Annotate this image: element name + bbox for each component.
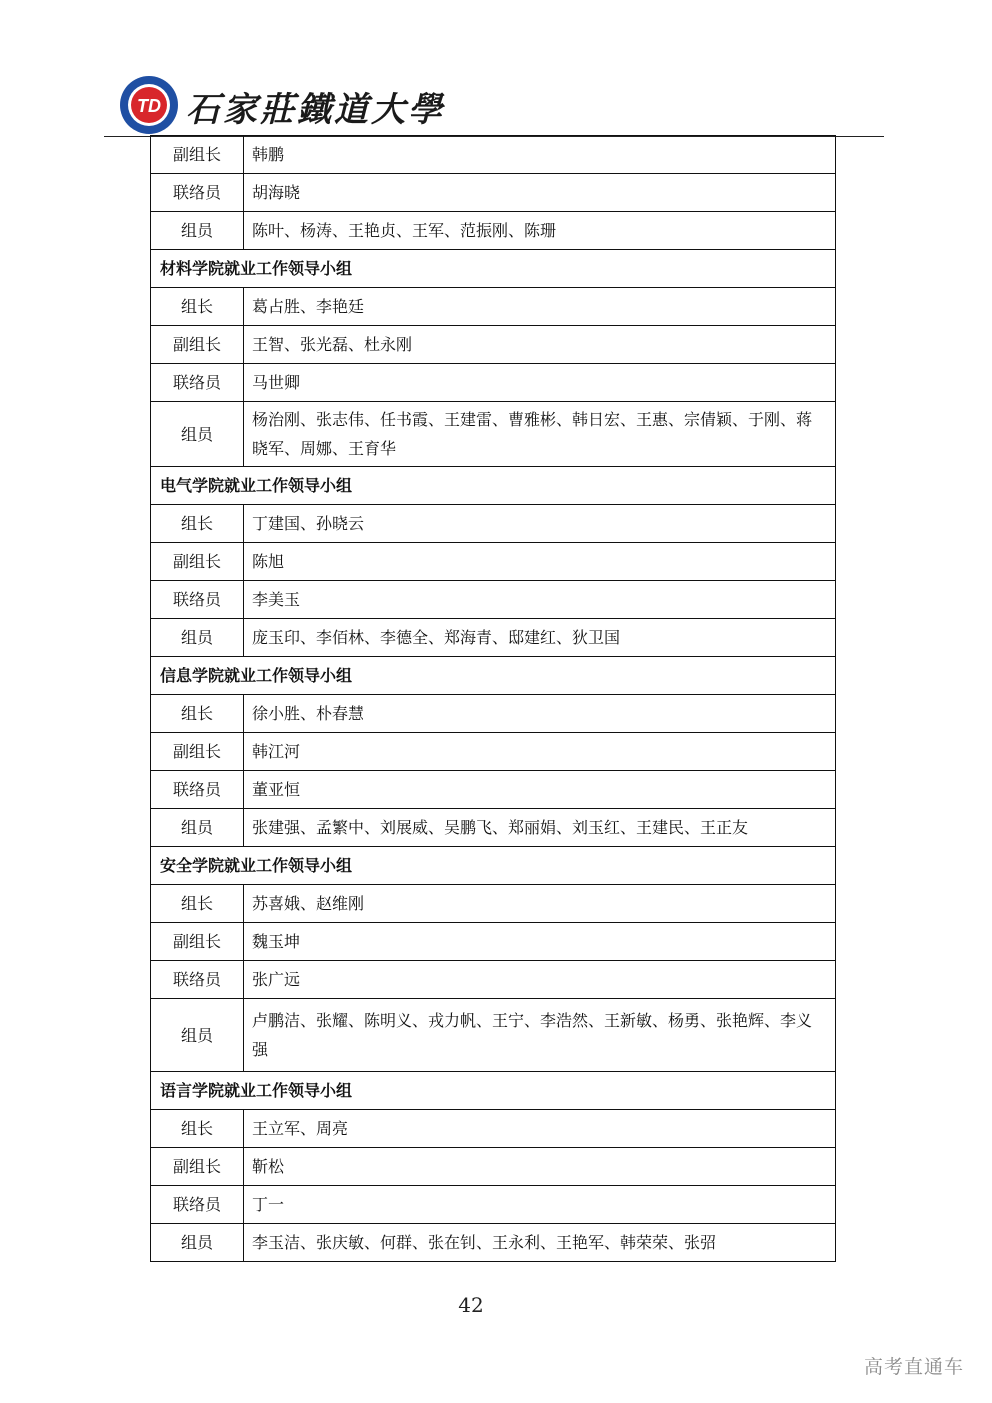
members-cell: 李美玉 xyxy=(244,581,836,619)
table-row xyxy=(151,695,836,733)
role-cell: 联络员 xyxy=(151,961,244,999)
table-row xyxy=(151,212,836,250)
role-cell: 联络员 xyxy=(151,364,244,402)
table-row xyxy=(151,809,836,847)
members-cell: 杨治刚、张志伟、任书霞、王建雷、曹雅彬、韩日宏、王惠、宗倩颖、于刚、蒋晓军、周娜、王育华 xyxy=(244,402,836,467)
role-cell: 联络员 xyxy=(151,1186,244,1224)
members-cell: 葛占胜、李艳廷 xyxy=(244,288,836,326)
role-cell: 联络员 xyxy=(151,771,244,809)
members-cell: 庞玉印、李佰林、李德全、郑海青、邸建红、狄卫国 xyxy=(244,619,836,657)
table-row xyxy=(151,923,836,961)
members-cell: 胡海晓 xyxy=(244,174,836,212)
role-cell: 副组长 xyxy=(151,923,244,961)
members-cell: 韩江河 xyxy=(244,733,836,771)
table-row xyxy=(151,581,836,619)
role-cell: 组员 xyxy=(151,212,244,250)
table-row xyxy=(151,505,836,543)
members-cell: 徐小胜、朴春慧 xyxy=(244,695,836,733)
role-cell: 副组长 xyxy=(151,1148,244,1186)
members-cell: 卢鹏洁、张耀、陈明义、戎力帆、王宁、李浩然、王新敏、杨勇、张艳辉、李义强 xyxy=(244,999,836,1072)
table-row xyxy=(151,174,836,212)
members-cell: 张建强、孟繁中、刘展威、吴鹏飞、郑丽娟、刘玉红、王建民、王正友 xyxy=(244,809,836,847)
members-cell: 陈旭 xyxy=(244,543,836,581)
section-title: 语言学院就业工作领导小组 xyxy=(151,1072,836,1110)
section-header-row xyxy=(151,847,836,885)
members-cell: 靳松 xyxy=(244,1148,836,1186)
table-row xyxy=(151,1148,836,1186)
table-row xyxy=(151,961,836,999)
committee-table xyxy=(150,135,836,1262)
members-cell: 丁建国、孙晓云 xyxy=(244,505,836,543)
table-row xyxy=(151,619,836,657)
table-row xyxy=(151,733,836,771)
section-header-row xyxy=(151,250,836,288)
members-cell: 韩鹏 xyxy=(244,136,836,174)
role-cell: 组员 xyxy=(151,809,244,847)
table-row xyxy=(151,288,836,326)
members-cell: 张广远 xyxy=(244,961,836,999)
role-cell: 副组长 xyxy=(151,136,244,174)
table-row xyxy=(151,326,836,364)
role-cell: 副组长 xyxy=(151,543,244,581)
members-cell: 马世卿 xyxy=(244,364,836,402)
section-title: 电气学院就业工作领导小组 xyxy=(151,467,836,505)
members-cell: 王智、张光磊、杜永刚 xyxy=(244,326,836,364)
table-row xyxy=(151,364,836,402)
section-title: 信息学院就业工作领导小组 xyxy=(151,657,836,695)
university-name: 石家莊鐵道大學 xyxy=(186,90,445,130)
role-cell: 组长 xyxy=(151,1110,244,1148)
role-cell: 组长 xyxy=(151,885,244,923)
table-row xyxy=(151,543,836,581)
members-cell: 董亚恒 xyxy=(244,771,836,809)
role-cell: 副组长 xyxy=(151,733,244,771)
members-cell: 苏喜娥、赵维刚 xyxy=(244,885,836,923)
role-cell: 组长 xyxy=(151,695,244,733)
table-row xyxy=(151,771,836,809)
table-row xyxy=(151,402,836,467)
role-cell: 副组长 xyxy=(151,326,244,364)
role-cell: 联络员 xyxy=(151,581,244,619)
table-row xyxy=(151,1224,836,1262)
page-number: 42 xyxy=(458,1293,484,1317)
page-header xyxy=(104,70,884,137)
role-cell: 组员 xyxy=(151,619,244,657)
table-row xyxy=(151,136,836,174)
section-header-row xyxy=(151,657,836,695)
members-cell: 魏玉坤 xyxy=(244,923,836,961)
section-header-row xyxy=(151,467,836,505)
role-cell: 组员 xyxy=(151,1224,244,1262)
table-row xyxy=(151,1110,836,1148)
university-logo xyxy=(118,74,180,136)
section-title: 安全学院就业工作领导小组 xyxy=(151,847,836,885)
role-cell: 组员 xyxy=(151,999,244,1072)
table-row xyxy=(151,1186,836,1224)
watermark: 高考直通车 xyxy=(863,1356,964,1378)
members-cell: 李玉洁、张庆敏、何群、张在钊、王永利、王艳军、韩荣荣、张弨 xyxy=(244,1224,836,1262)
table-row xyxy=(151,999,836,1072)
section-header-row xyxy=(151,1072,836,1110)
section-title: 材料学院就业工作领导小组 xyxy=(151,250,836,288)
role-cell: 组长 xyxy=(151,505,244,543)
role-cell: 组长 xyxy=(151,288,244,326)
logo-text: TD xyxy=(137,96,161,116)
members-cell: 王立军、周亮 xyxy=(244,1110,836,1148)
role-cell: 组员 xyxy=(151,402,244,467)
members-cell: 丁一 xyxy=(244,1186,836,1224)
role-cell: 联络员 xyxy=(151,174,244,212)
members-cell: 陈叶、杨涛、王艳贞、王军、范振刚、陈珊 xyxy=(244,212,836,250)
table-row xyxy=(151,885,836,923)
